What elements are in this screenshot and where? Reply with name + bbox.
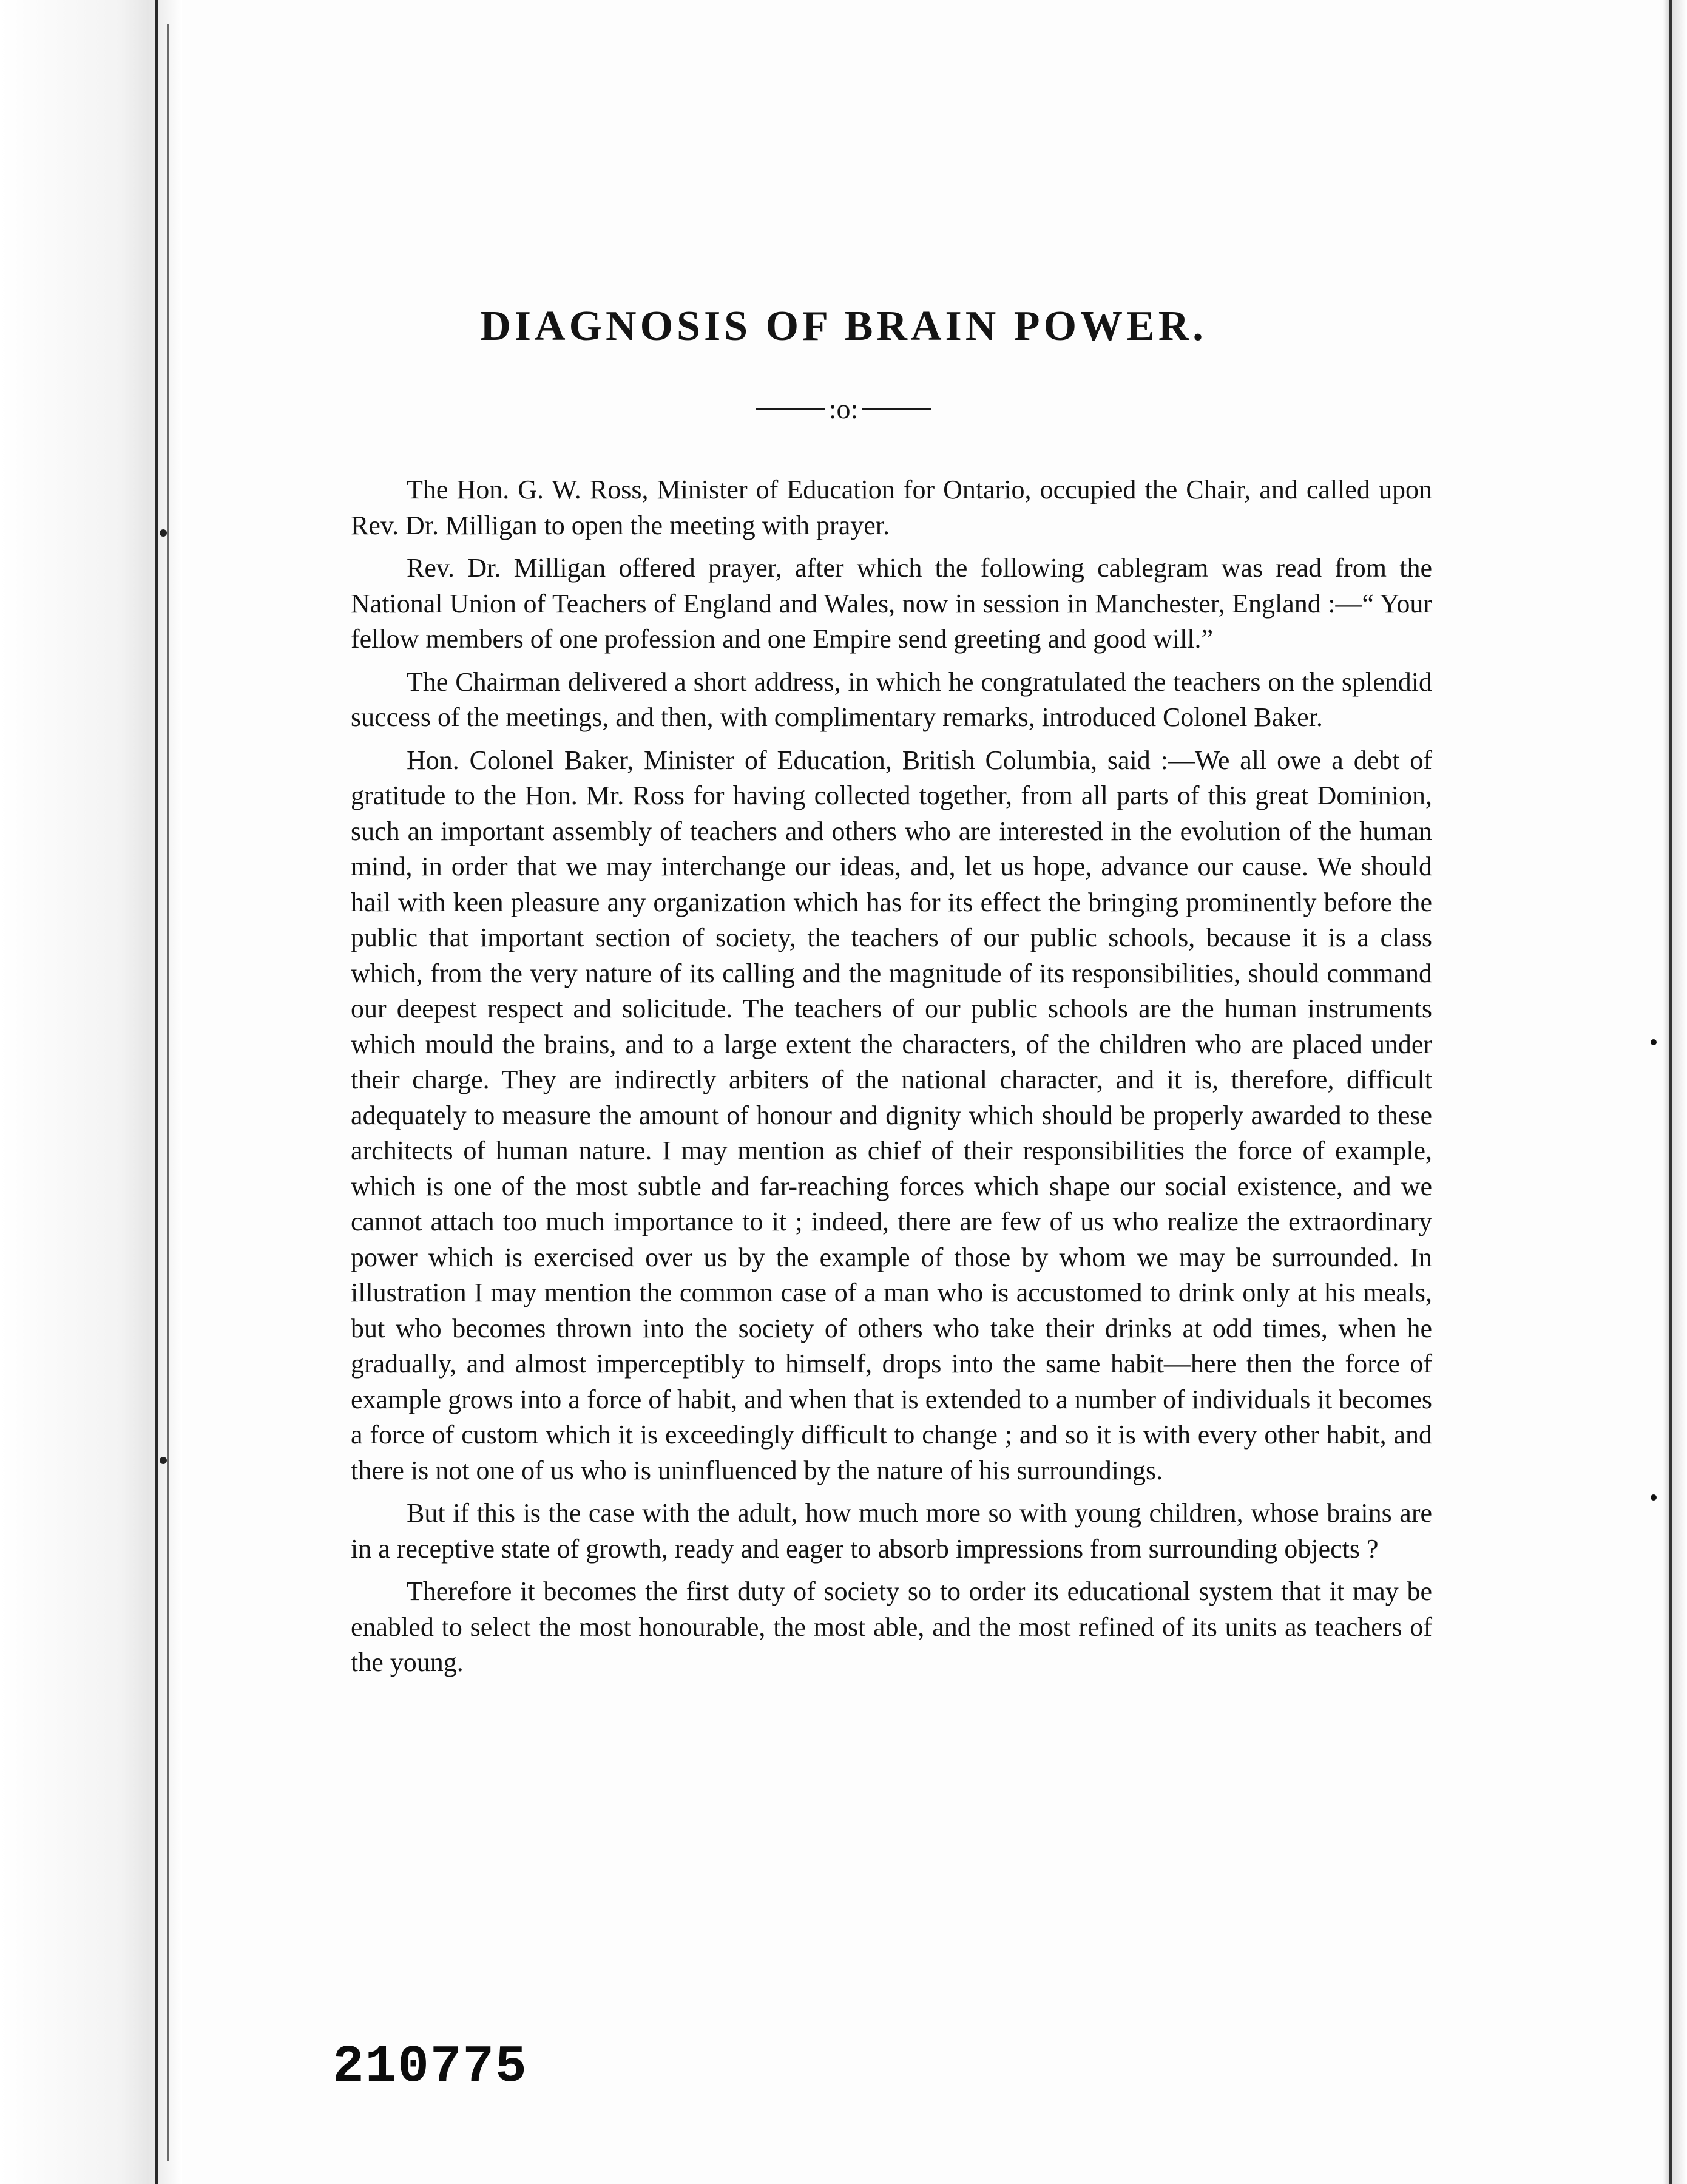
paragraph-first-duty: Therefore it becomes the first duty of society so to order its educational system that it may be enabled to select the most honourable, the most able, and the most refined of its units as teachers of the young. (351, 1576, 1432, 1677)
document-title: DIAGNOSIS OF BRAIN POWER. (480, 303, 1207, 350)
separator-glyph: :o: (828, 393, 859, 425)
title-separator (0, 388, 1687, 427)
paragraph-chairman-address: The Chairman delivered a short address, in which he congratulated the teachers on the splendid success of the meetings, and then, with complimentary remarks, introduced Colonel Baker. (351, 666, 1432, 732)
separator-rule-right (862, 408, 931, 410)
paragraph-chair-opening: The Hon. G. W. Ross, Minister of Education for Ontario, occupied the Chair, and called upon Rev. Dr. Milligan to open the meeting with prayer. (351, 475, 1432, 540)
paragraph-young-children: But if this is the case with the adult, how much more so with young children, whose brains are in a receptive state of growth, ready and eager to absorb impressions from surrounding objects ? (351, 1498, 1432, 1564)
edge-speck (1651, 1494, 1657, 1501)
edge-speck (1651, 1039, 1657, 1045)
body-text (351, 472, 1432, 1688)
separator-rule-left (756, 408, 825, 410)
paragraph-colonel-baker-speech: Hon. Colonel Baker, Minister of Education, British Columbia, said :—We all owe a debt of gratitude to the Hon. Mr. Ross for having collected together, from all parts of this great Dominion, such an important assembly of teachers and others who are interested in the evolution of the human mind, in order that we may interchange our ideas, and, let us hope, advance our cause. We should hail with keen pleasure any organization which has for its effect the bringing prominently before the public that important section of society, the teachers of our public schools, because it is a class which, from the very nature of its calling and the magnitude of its responsibilities, should command our deepest respect and solicitude. The teachers of our public schools are the human instruments which mould the brains, and to a large extent the characters, of the children who are placed under their charge. They are indirectly arbiters of the national character, and it is, therefore, difficult adequately to measure the amount of honour and dignity which should be properly awarded to these architects of human nature. I may mention as chief of their responsibilities the force of example, which is one of the most subtle and far-reaching forces which shape our social existence, and we cannot attach too much importance to it ; indeed, there are few of us who realize the extraordinary power which is exercised over us by the example of those by whom we may be surrounded. In illustration I may mention the common case of a man who is accustomed to drink only at his meals, but who becomes thrown into the society of others who take their drinks at odd times, when he gradually, and almost imperceptibly to himself, drops into the same habit—here then the force of example grows into a force of habit, and when that is extended to a number of individuals it becomes a force of custom which it is exceedingly difficult to change ; and so it is with every other habit, and there is not one of us who is uninfluenced by the nature of his surroundings. (351, 745, 1432, 1485)
binding-mark (160, 529, 167, 537)
catalog-stamp-number: 210775 (333, 2037, 528, 2097)
paragraph-cablegram: Rev. Dr. Milligan offered prayer, after which the following cablegram was read from the National Union of Teachers of England and Wales, now in session in Manchester, England :—“ Your fellow members of one profession and one Empire send greeting and good will.” (351, 553, 1432, 654)
binding-mark (160, 1457, 167, 1464)
